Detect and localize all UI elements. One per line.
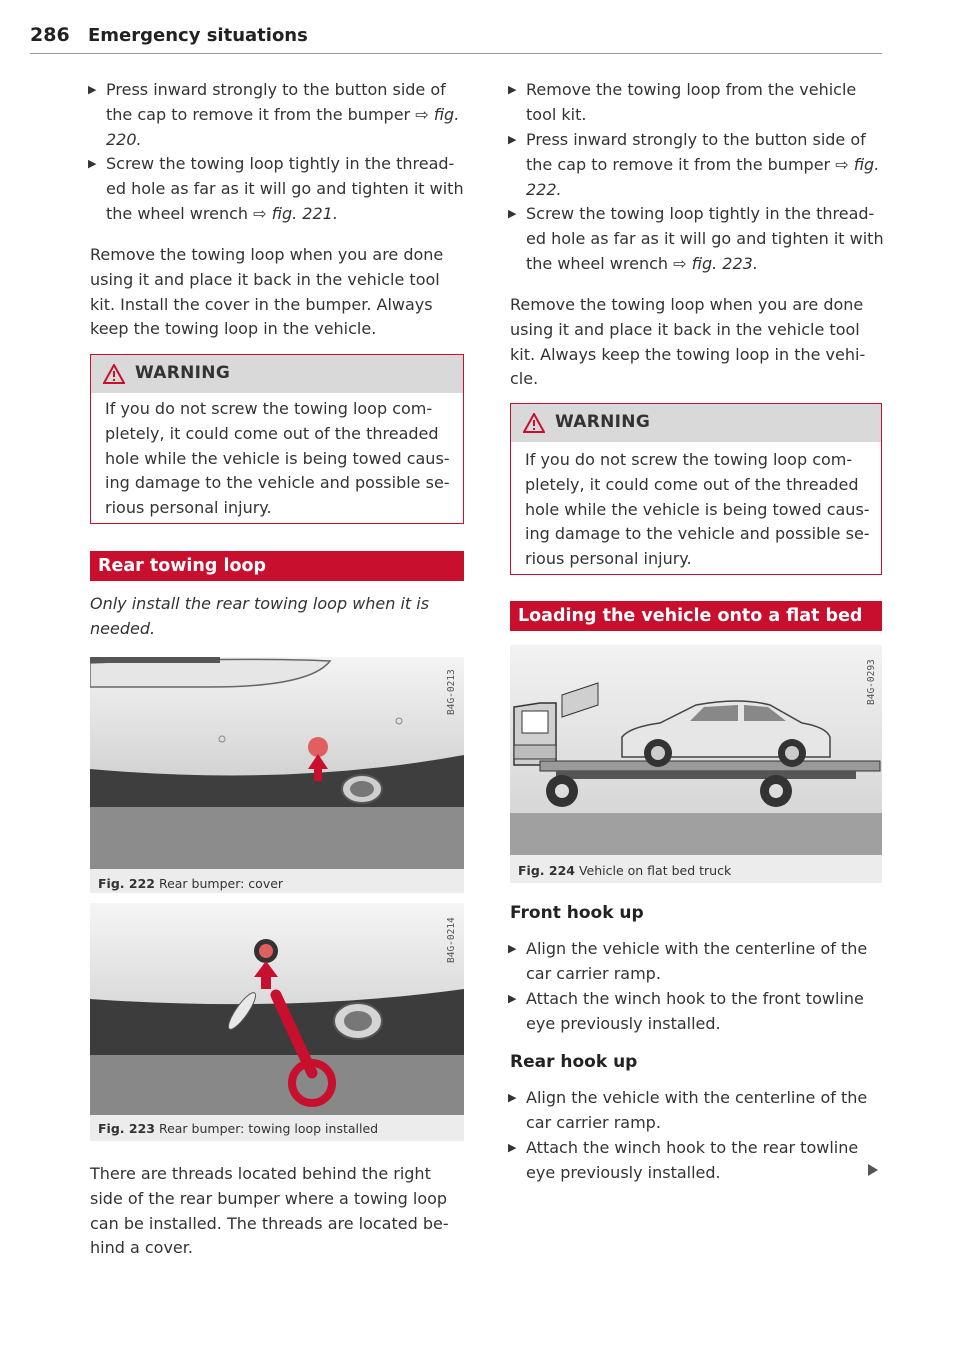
- paragraph: Remove the towing loop when you are done using it and place it back in the vehicle tool kit. Always keep the towing loop in the vehi-cle.: [510, 295, 866, 389]
- bullet-arrow-icon: ▶: [508, 133, 517, 146]
- page-number: 286: [30, 24, 70, 46]
- section-title: Loading the vehicle onto a flat bed: [510, 601, 882, 631]
- bullet-arrow-icon: ▶: [88, 83, 97, 96]
- figure-caption: [98, 1121, 378, 1136]
- figure-caption-text: Rear bumper: towing loop installed: [158, 1121, 379, 1136]
- warning-text: If you do not screw the towing loop com-pletely, it could come out of the threaded hole while the vehicle is being towed caus-ing damage to the vehicle and possible se-rious personal injury.: [525, 450, 870, 569]
- bullet-arrow-icon: ▶: [508, 207, 517, 220]
- bullet-item: ▶ Attach the winch hook to the front towline eye previously installed.: [508, 989, 864, 1033]
- figure-224: [510, 645, 882, 883]
- paragraph: There are threads located behind the right side of the rear bumper where a towing loop can be installed. The threads are located be-hind a cover.: [90, 1164, 449, 1258]
- figure-code: B4G-0293: [866, 659, 877, 705]
- warning-title: WARNING: [135, 363, 231, 383]
- bullet-arrow-icon: ▶: [88, 157, 97, 170]
- bullet-arrow-icon: ▶: [508, 992, 517, 1005]
- paragraph: Remove the towing loop when you are done using it and place it back in the vehicle tool kit. Install the cover in the bumper. Always keep the towing loop in the vehicle.: [90, 245, 444, 339]
- next-page-arrow-icon[interactable]: [868, 1164, 878, 1176]
- rear-bumper-cover-illustration: [90, 657, 464, 869]
- bullet-arrow-icon: ▶: [508, 1091, 517, 1104]
- bullet-item: ▶ Screw the towing loop tightly in the thread-ed hole as far as it will go and tighten it with the wheel wrench ⇨ fig. 223.: [508, 204, 884, 273]
- section-intro: Only install the rear towing loop when it is needed.: [90, 594, 430, 638]
- figure-code: B4G-0214: [446, 917, 457, 963]
- warning-triangle-icon: [523, 413, 545, 433]
- warning-text: If you do not screw the towing loop com-pletely, it could come out of the threaded hole while the vehicle is being towed caus-ing damage to the vehicle and possible se-rious personal injury.: [105, 399, 450, 518]
- figure-reference[interactable]: ⇨ fig. 222.: [526, 154, 880, 199]
- figure-222: [90, 657, 464, 893]
- figure-caption: [98, 876, 283, 891]
- figure-label: Fig. 222: [98, 876, 155, 891]
- subheading-rear-hook-up: Rear hook up: [510, 1052, 638, 1072]
- bullet-item: ▶ Attach the winch hook to the rear towline eye previously installed.: [508, 1138, 859, 1182]
- warning-header: [91, 355, 463, 393]
- figure-label: Fig. 224: [518, 863, 575, 878]
- bullet-item: ▶ Align the vehicle with the centerline of the car carrier ramp.: [508, 1088, 868, 1132]
- bullet-item: ▶ Press inward strongly to the button side of the cap to remove it from the bumper ⇨ fig. 220.: [88, 80, 460, 149]
- bullet-arrow-icon: ▶: [508, 83, 517, 96]
- rear-bumper-towing-loop-illustration: [90, 903, 464, 1115]
- flat-bed-truck-illustration: [510, 645, 882, 855]
- figure-code: B4G-0213: [446, 669, 457, 715]
- figure-caption: [518, 863, 731, 878]
- page-header: [30, 24, 882, 54]
- figure-reference[interactable]: ⇨ fig. 220.: [106, 104, 460, 149]
- figure-reference[interactable]: ⇨ fig. 221.: [253, 203, 338, 223]
- figure-reference[interactable]: ⇨ fig. 223.: [673, 253, 758, 273]
- bullet-item: ▶ Remove the towing loop from the vehicle tool kit.: [508, 80, 857, 124]
- figure-223: [90, 903, 464, 1141]
- bullet-item: ▶ Screw the towing loop tightly in the thread-ed hole as far as it will go and tighten it with the wheel wrench ⇨ fig. 221.: [88, 154, 464, 223]
- bullet-arrow-icon: ▶: [508, 942, 517, 955]
- warning-header: [511, 404, 881, 442]
- bullet-arrow-icon: ▶: [508, 1141, 517, 1154]
- figure-label: Fig. 223: [98, 1121, 155, 1136]
- bullet-item: ▶ Press inward strongly to the button side of the cap to remove it from the bumper ⇨ fig. 222.: [508, 130, 880, 199]
- bullet-item: ▶ Align the vehicle with the centerline of the car carrier ramp.: [508, 939, 868, 983]
- subheading-front-hook-up: Front hook up: [510, 903, 644, 923]
- chapter-title: Emergency situations: [88, 25, 308, 46]
- figure-caption-text: Rear bumper: cover: [158, 876, 284, 891]
- warning-triangle-icon: [103, 364, 125, 384]
- figure-caption-text: Vehicle on flat bed truck: [578, 863, 732, 878]
- warning-box: [90, 354, 464, 524]
- section-title: Rear towing loop: [90, 551, 464, 581]
- warning-box: [510, 403, 882, 575]
- warning-title: WARNING: [555, 412, 651, 432]
